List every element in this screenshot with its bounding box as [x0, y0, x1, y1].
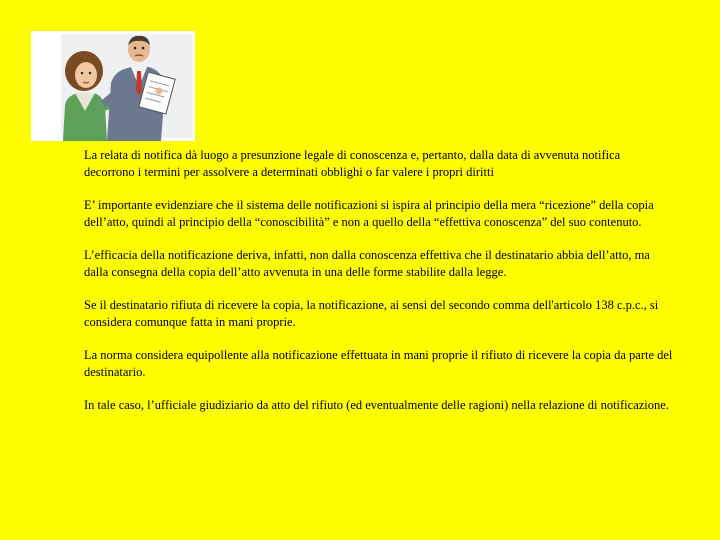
paragraph-ufficiale-giudiziario: In tale caso, l’ufficiale giudiziario da atto del rifiuto (ed eventualmente delle ragioni) nella relazione di notificazione.: [84, 398, 669, 412]
paragraph-rifiuto: Se il destinatario rifiuta di ricevere la copia, la notificazione, ai sensi del secondo comma dell'articolo 138 c.p.c., si considera comunque fatta in mani proprie.: [84, 298, 659, 329]
paragraph-equipollente: La norma considera equipollente alla notificazione effettuata in mani proprie il rifiuto di ricevere la copia da parte del destinatario.: [84, 348, 673, 379]
paragraph-principio-ricezione: E’ importante evidenziare che il sistema delle notificazioni si ispira al principio della mera “ricezione” della copia dell’atto, quindi al principio della “conoscibilità” e non a quello della “effettiva conoscenza” del suo contenuto.: [84, 198, 654, 229]
paragraph-efficacia: L’efficacia della notificazione deriva, infatti, non dalla conoscenza effettiva che il destinatario abbia dell’atto, ma dalla consegna della copia dell’atto avvenuta in una delle forme stabilite dalla legge.: [84, 248, 650, 279]
two-people-discussing-document-icon: [31, 31, 195, 141]
body-text: [84, 147, 674, 431]
paragraph-presunzione: La relata di notifica dà luogo a presunzione legale di conoscenza e, pertanto, dalla data di avvenuta notifica decorrono i termini per assolvere a determinati obblighi o far valere i propri diritti: [84, 148, 621, 179]
people-illustration: [31, 31, 195, 141]
